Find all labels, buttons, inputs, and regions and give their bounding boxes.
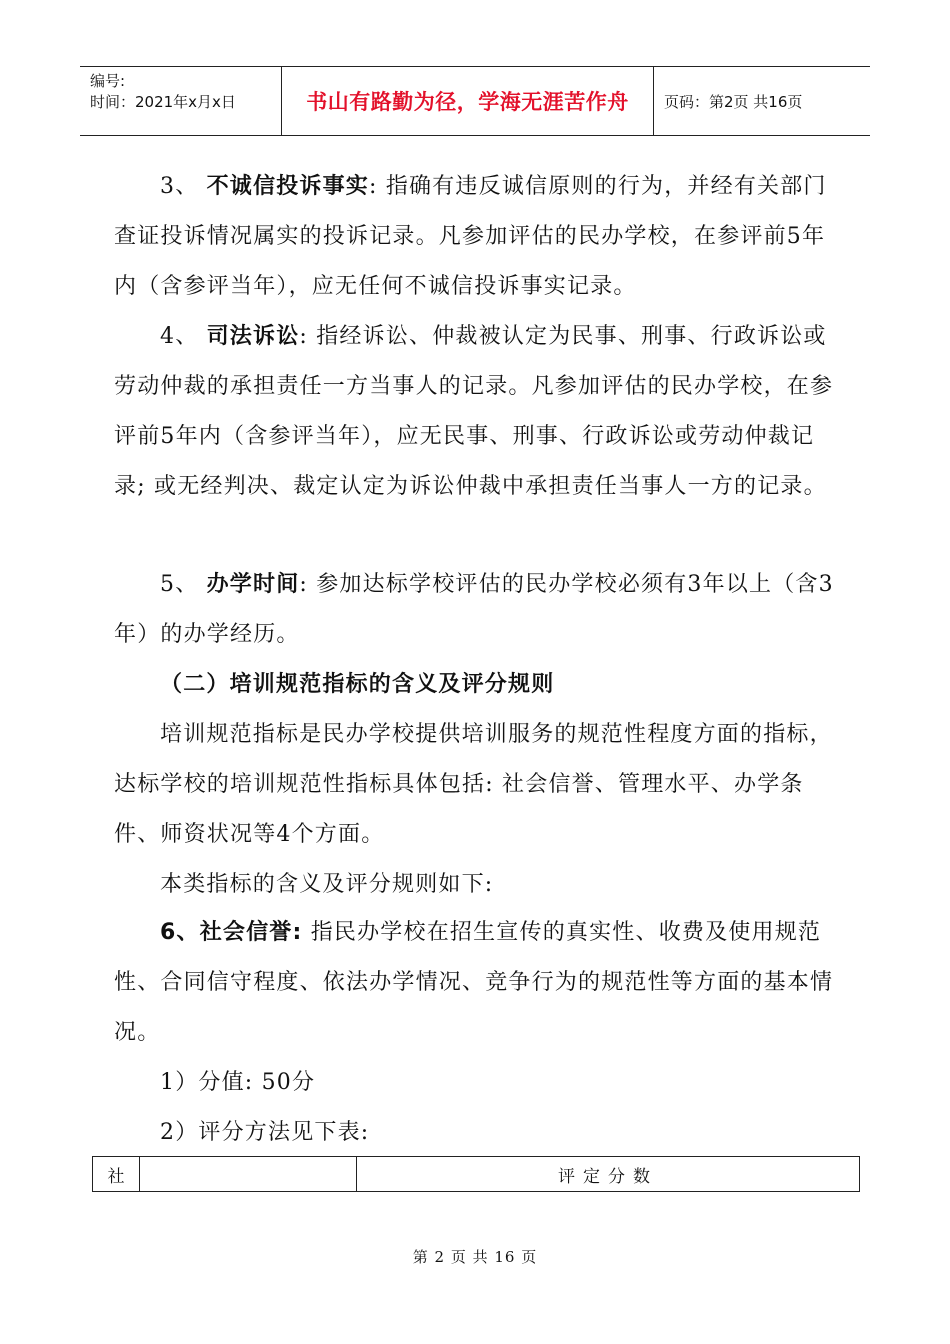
intro-paragraph: 培训规范指标是民办学校提供培训服务的规范性程度方面的指标，达标学校的培训规范性指标具体包括: 社会信誉、管理水平、办学条件、师资状况等4个方面。 — [114, 722, 833, 847]
score-value: 1）分值: 50分 — [160, 1070, 316, 1095]
paragraph-item-4 — [114, 312, 834, 512]
score-table-col3: 评定分数 — [558, 1166, 658, 1187]
item-3-title: 不诚信投诉事实 — [206, 174, 370, 199]
item-4-number: 4、 — [160, 324, 199, 349]
item-4-text: : 指经诉讼、仲裁被认定为民事、刑事、行政诉讼或劳动仲裁的承担责任一方当事人的记录。凡参加评估的民办学校，在参评前5年内（含参评当年），应无民事、刑事、行政诉讼或劳动仲裁记录; 或无经判决、裁定认定为诉讼仲裁中承担责任当事人一方的记录。 — [114, 324, 834, 499]
header-meta — [80, 67, 282, 135]
item-6-text: 指民办学校在招生宣传的真实性、收费及使用规范性、合同信守程度、依法办学情况、竞争行为的规范性等方面的基本情况。 — [114, 920, 834, 1045]
header-motto: 书山有路勤为径，学海无涯苦作舟 — [282, 67, 654, 135]
score-table-col1: 社 — [93, 1157, 140, 1191]
header-page-info: 页码：第2页 共16页 — [664, 92, 803, 111]
item-3-text: : 指确有违反诚信原则的行为，并经有关部门查证投诉情况属实的投诉记录。凡参加评估的民办学校，在参评前5年内（含参评当年），应无任何不诚信投诉事实记录。 — [114, 174, 827, 299]
paragraph-item-3 — [114, 162, 834, 312]
score-table — [92, 1156, 860, 1192]
page-header — [80, 66, 870, 136]
score-method: 2）评分方法见下表: — [160, 1120, 370, 1145]
item-5-text: : 参加达标学校评估的民办学校必须有3年以上（含3年）的办学经历。 — [114, 572, 834, 647]
rules-intro: 本类指标的含义及评分规则如下: — [160, 872, 494, 897]
item-5-number: 5、 — [160, 572, 199, 597]
score-table-col2 — [140, 1157, 357, 1191]
item-4-title: 司法诉讼 — [206, 324, 300, 349]
number-label: 编号: — [90, 72, 126, 90]
paragraph-item-5 — [114, 560, 834, 660]
time-label: 时间：2021年x月x日 — [90, 93, 236, 111]
item-6-title: 6、社会信誉: — [160, 920, 303, 945]
paragraph-item-6 — [114, 908, 834, 1058]
section-heading-2: （二）培训规范指标的含义及评分规则 — [160, 672, 555, 697]
item-5-title: 办学时间 — [206, 572, 300, 597]
item-3-number: 3、 — [160, 174, 199, 199]
page-footer: 第 2 页 共 16 页 — [412, 1248, 538, 1266]
